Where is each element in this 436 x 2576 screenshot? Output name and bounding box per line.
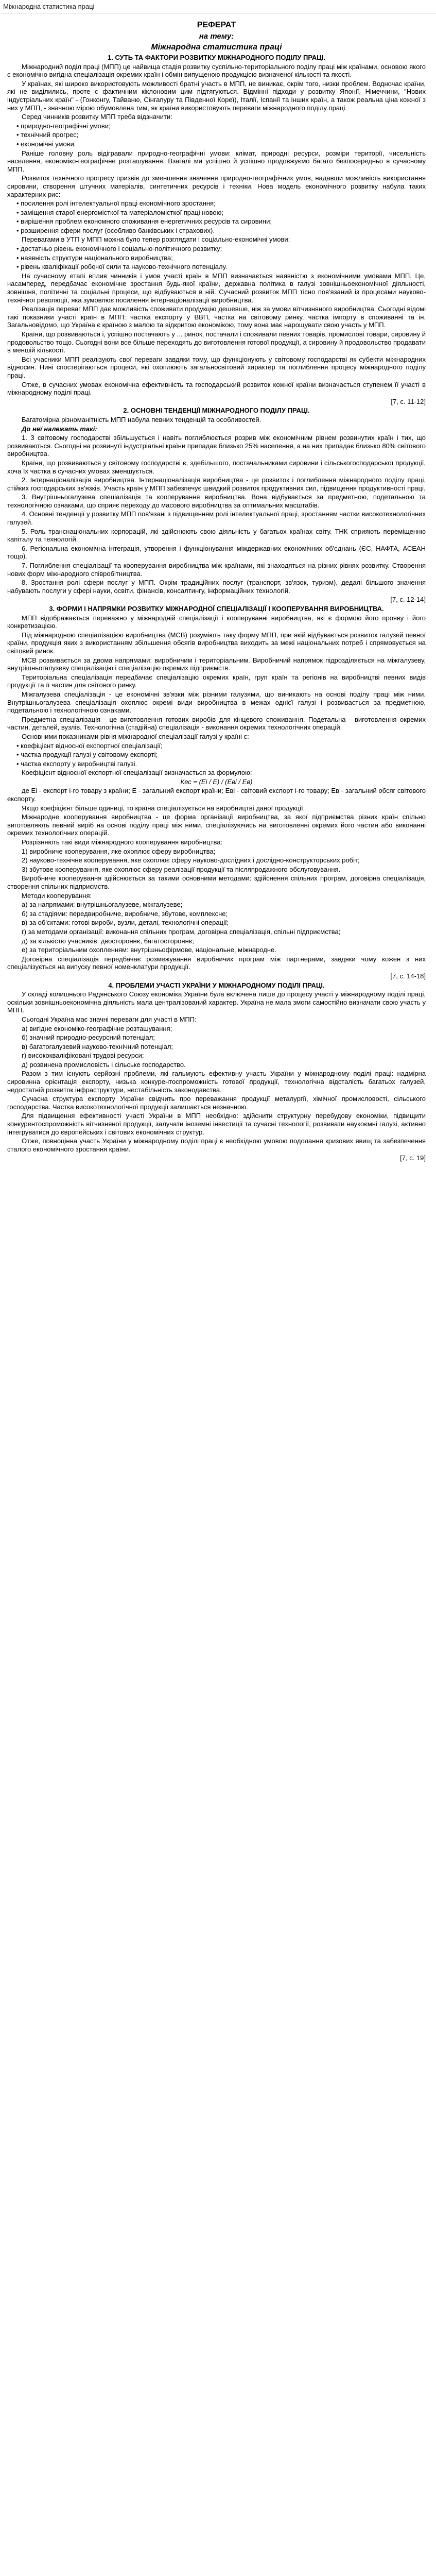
subheading: До неї належать такі: bbox=[22, 425, 97, 433]
list-item: б) значний природно-ресурсний потенціал; bbox=[22, 1033, 155, 1042]
paragraph: Територіальна спеціалізація передбачає спеціалізацію окремих країн, груп країн та регіонів на виробництві певних видів продукції та її частин для світового ринку. bbox=[7, 673, 426, 689]
paragraph: Разом з тим існують серйозні проблеми, які гальмують ефективну участь України у міжнародному поділі праці: надмірна сировинна орієнтація експорту, низька конкурентоспроможність готової продукції, технологічна відсталість багатьох галузей, недостатній розвиток інфраструктури, нестабільність законодавства. bbox=[7, 1070, 426, 1094]
list-item: • економічні умови. bbox=[16, 140, 76, 148]
paragraph: Розвиток технічного прогресу призвів до зменшення значення природно-географічних умов, надавши можливість використання сировини, створення штучних матеріалів, синтетичних ресурсів і техніки. Нова модель економічного розвитку набула таких характерних рис: bbox=[7, 174, 426, 198]
document-body bbox=[7, 20, 426, 1163]
paragraph: Сьогодні Україна має значні переваги для участі в МПП: bbox=[22, 1015, 197, 1023]
list-item: 2) науково-технічне кооперування, яке охоплює сферу науково-дослідних і дослідно-конструкторських робіт; bbox=[22, 856, 360, 865]
list-item: • вирішення проблем економного споживання енергетичних ресурсів та сировини; bbox=[16, 217, 272, 226]
list-item: • коефіцієнт відносної експортної спеціалізації; bbox=[16, 741, 163, 750]
paragraph: Виробниче кооперування здійснюється за такими основними методами: здійснення спільних програм, договірна спеціалізація, створення спільних підприємств. bbox=[7, 874, 426, 890]
doc-title: РЕФЕРАТ bbox=[197, 21, 236, 29]
list-item: • частка експорту у виробництві галузі. bbox=[16, 759, 137, 768]
list-item: 3) збутове кооперування, яке охоплює сферу реалізації продукції та післяпродажного обслуговування. bbox=[22, 865, 341, 873]
list-item: е) за територіальним охопленням: внутрішньофірмове, національне, міжнародне. bbox=[22, 946, 276, 954]
paragraph: Розрізняють такі види міжнародного кооперування виробництва: bbox=[22, 838, 223, 846]
paragraph: Основними показниками рівня міжнародної спеціалізації галузі у країні є: bbox=[22, 732, 249, 740]
paragraph: Міжнародний поділ праці (МПП) це найвища стадія розвитку суспільно-територіального поділу праці між країнами, основою якого є економічно вигідна спеціалізація окремих країн і обмін випущеною продукцією визначеної кількості та якості. bbox=[7, 62, 426, 79]
section-heading: 1. СУТЬ ТА ФАКТОРИ РОЗВИТКУ МІЖНАРОДНОГО ПОДІЛУ ПРАЦІ. bbox=[108, 54, 325, 61]
list-item: • наявність структури національного виробництва; bbox=[16, 253, 173, 262]
paragraph: Реалізація переваг МПП дає можливість споживати продукцію дешевше, ніж за умови вітчизняного виробництва. Сьогодні відомі такі показники участі країн в МПП: частка експорту у ВВП, частка на світовому ринку, частка імпорту в споживанні та ін. Загальновідомо, що Україна є країною з малою та відкритою економікою, тому вона має нарощувати свою участь у МПП. bbox=[7, 305, 426, 329]
paragraph: МСВ розвивається за двома напрямами: виробничим і територіальним. Виробничий напрямок підрозділяється на міжгалузеву, внутрішньогалузеву спеціалізацію і спеціалізацію окремих підприємств. bbox=[7, 656, 426, 672]
paragraph: 6. Регіональна економічна інтеграція, утворення і функціонування міждержавних економічних об'єднань (ЄС, НАФТА, АСЕАН тощо). bbox=[7, 544, 426, 561]
list-item: • технічний прогрес; bbox=[16, 131, 79, 139]
list-item: г) за методами організації: виконання спільних програм, договірна спеціалізація, спільні підприємства; bbox=[22, 927, 341, 936]
list-item: а) вигідне економіко-географічне розташування; bbox=[22, 1024, 172, 1032]
paragraph: Договірна спеціалізація передбачає розмежування виробничих програм між партнерами, завдяки чому кожен з них спеціалізується на випуску певної номенклатури продукції. bbox=[7, 955, 426, 971]
paragraph: Багатомірна різноманітність МПП набула певних тенденцій та особливостей. bbox=[22, 415, 261, 423]
paragraph: Коефіцієнт відносної експортної спеціалізації визначається за формулою: bbox=[22, 769, 252, 777]
reference: [7, с. 14-18] bbox=[390, 972, 426, 980]
paragraph: Предметна спеціалізація - це виготовлення готових виробів для кінцевого споживання. Подетальна - виготовлення окремих частин, деталей, вузлів. Технологічна (стадійна) спеціалізація - виконання окремих технологічних операцій. bbox=[7, 715, 426, 732]
section-heading: 2. ОСНОВНІ ТЕНДЕНЦІЇ МІЖНАРОДНОГО ПОДІЛУ ПРАЦІ. bbox=[123, 406, 310, 415]
paragraph: де Еі - експорт і-го товару з країни; Е - загальний експорт країни; Еві - світовий експорт і-го товару; Ев - загальний обсяг світового експорту. bbox=[7, 787, 426, 803]
list-item: • розширення сфери послуг (особливо банківських і страхових). bbox=[16, 226, 215, 234]
document-title: Міжнародна статистика праці bbox=[3, 3, 95, 10]
paragraph: 4. Основні тенденції у розвитку МПП пов'язані з підвищенням ролі інтелектуальної праці, зростанням частки високотехнологічних галузей. bbox=[7, 510, 426, 527]
paragraph: 2. Інтернаціоналізація виробництва. Інтернаціоналізація виробництва - це розвиток і поглиблення міжнародного поділу праці, стійких господарських зв'язків. Участь країн у МПП забезпечує швидкий розвиток продуктивних сил, підвищення продуктивності праці. bbox=[7, 476, 426, 492]
list-item: г) висококваліфіковані трудові ресурси; bbox=[22, 1052, 144, 1060]
reference: [7, с. 19] bbox=[400, 1154, 426, 1162]
paragraph: 5. Роль транснаціональних корпорацій, які здійснюють свою діяльність у багатьох країнах світу. ТНК сприяють переміщенню капіталу та технологій. bbox=[7, 527, 426, 544]
paragraph: Міжнародне кооперування виробництва - це форма організації виробництва, за якої підприємства різних країн спільно виготовляють певний виріб на основі поділу праці між ними, спеціалізуючись на виготовленні окремих його частин або виконанні окремих технологічних операцій. bbox=[7, 813, 426, 837]
section-heading: 4. ПРОБЛЕМИ УЧАСТІ УКРАЇНИ У МІЖНАРОДНОМУ ПОДІЛІ ПРАЦІ. bbox=[108, 981, 325, 989]
paragraph: 1. З світовому господарстві збільшується і навіть поглиблюється розрив між економічним рівнем розвинутих країн і тих, що розвиваються. Сьогодні на розвинуті індустріальні країни припадає близько 25% населення, а на них припадає близько 80% світового виробництва. bbox=[7, 434, 426, 458]
topic-label: на тему: bbox=[199, 32, 234, 41]
paragraph: Отже, повноцінна участь України у міжнародному поділі праці є необхідною умовою подолання кризових явищ та забезпечення сталого економічного зростання країни. bbox=[7, 1137, 426, 1153]
paragraph: 8. Зростання ролі сфери послуг у МПП. Окрім традиційних послуг (транспорт, зв'язок, туризм), дедалі більшого значення набувають послуги у сфері науки, освіти, фінансів, консалтингу, інформаційних технологій. bbox=[7, 579, 426, 595]
paragraph: Отже, в сучасних умовах економічна ефективність та господарський розвиток кожної країни визначається ступенем її участі в міжнародному поділі праці. bbox=[7, 380, 426, 397]
paragraph: Раніше головну роль відігравали природно-географічні умови: клімат, природні ресурси, розміри території, чисельність населення, економіко-географічне розташування. Взагалі ми успішно й успішно продовжуємо багато безпосередньо в сучасному МПП. bbox=[7, 149, 426, 173]
reference: [7, с. 11-12] bbox=[391, 397, 426, 405]
list-item: в) багатогалузевий науково-технічний потенціал; bbox=[22, 1042, 173, 1050]
topic: Міжнародна статистика праці bbox=[151, 43, 282, 52]
paragraph: Сучасна структура експорту України свідчить про переважання продукції металургії, хімічної промисловості, сільського господарства. Частка високотехнологічної продукції залишається незначною. bbox=[7, 1095, 426, 1111]
list-item: • рівень кваліфікації робочої сили та науково-технічного потенціалу. bbox=[16, 263, 228, 271]
paragraph: МПП відображається переважно у міжнародній спеціалізації і кооперуванні виробництва, які є формою його прояву і його конкретизацією. bbox=[7, 614, 426, 630]
paragraph: У країнах, які широко використовують можливості братні участь в МПП, не виникає, окрім того, низки проблем. Водночас країни, які не виділились, проте є фактичним кіклоновим цим підтягуються. Відмінні підходи у розвитку Японії, Німеччини, "Нових індустріальних країн" - (Гонконгу, Тайваню, Сінгапуру та Південної Кореї), Італії, Іспанії та інших країн, а також реальна ціна кожної з них у МПП, - значною мірою обумовлена тим, як країни використовують переваги міжнародного поділу праці. bbox=[7, 79, 426, 112]
section-heading: 3. ФОРМИ І НАПРЯМКИ РОЗВИТКУ МІЖНАРОДНОЇ СПЕЦІАЛІЗАЦІЇ І КООПЕРУВАННЯ ВИРОБНИЦТВА. bbox=[49, 605, 384, 613]
paragraph: Під міжнародною спеціалізацією виробництва (МСВ) розуміють таку форму МПП, при якій відбувається розвиток галузей певної країни, продукція яких з використанням збільшення обсягів виробництва виходить за межі національних потреб і спрямовується на світовий ринок. bbox=[7, 631, 426, 655]
paragraph: На сучасному етапі вплив чинників і умов участі країн в МПП визначається наявністю з економічними умовами МПП. Це, насамперед, передбачає економічне зростання будь-якої країни, державна політика в галузі зовнішньоекономічної діяльності, зовнішня, політичні та соціальні процеси, що відбуваються в ній. Сучасний розвиток МПП тісно пов'язаний із процесами науково-технічної революції, яка зумовлює посилення інтернаціоналізації виробництва. bbox=[7, 272, 426, 304]
list-item: в) за об'єктами: готові вироби, вузли, деталі, технологічні операції; bbox=[22, 919, 229, 927]
paragraph: Міжгалузева спеціалізація - це економічні зв'язки між різними галузями, що виникають на основі поділу праці між ними. Внутрішньогалузева спеціалізація охоплює окремі види виробництва в межах однієї галузі і розвивається за предметною, подетальною і технологічною ознаками. bbox=[7, 690, 426, 715]
paragraph: Якщо коефіцієнт більше одиниці, то країна спеціалізується на виробництві даної продукції. bbox=[22, 804, 305, 812]
list-item: • природно-географічні умови; bbox=[16, 122, 111, 130]
list-item: д) за кількістю учасників: двостороннє, багатостороннє; bbox=[22, 937, 195, 945]
paragraph: Країни, що розвиваються і, успішно постачають у ... ринок, постачали і споживали певних товарів, промислові товари, сировину й продовольство тощо. Сьогодні вони все більше переходять до виготовлення готової продукції, а сировину й продовольство продавати в меншій кількості. bbox=[7, 330, 426, 354]
list-item: а) за напрямами: внутрішньогалузеве, міжгалузеве; bbox=[22, 901, 183, 909]
paragraph: 7. Поглиблення спеціалізації та кооперування виробництва між країнами, які знаходяться на різних рівнях розвитку. Створення нових форм міжнародного співробітництва. bbox=[7, 562, 426, 578]
paragraph: 3. Внутрішньогалузева спеціалізація та кооперування виробництва. Вона відбувається за предметною, подетальною та технологічною ознаками, що сприяє переходу до масового виробництва за оптимальних масштабів. bbox=[7, 493, 426, 509]
list-item: • заміщення старої енергомісткої та матеріаломісткої праці новою; bbox=[16, 208, 223, 216]
paragraph: Методи кооперування: bbox=[22, 891, 92, 900]
paragraph: Серед чинників розвитку МПП треба відзначити: bbox=[22, 113, 172, 121]
paragraph: Перевагами в УТП у МПП можна було тепер розглядати і соціально-економічні умови: bbox=[22, 235, 290, 244]
formula: Кес = (Еі / Е) / (Еві / Ев) bbox=[180, 777, 253, 786]
paragraph: Всі учасники МПП реалізують свої переваги завдяки тому, що функціонують у світовому господарстві як субекти міжнародних відносин. Нині спостерігаються процеси, які охоплюють загальносвітовий характер та поглиблення процесу міжнародного поділу праці. bbox=[7, 355, 426, 379]
paragraph: Країни, що розвиваються у світовому господарстві є, здебільшого, постачальниками сировини і сільськогосподарської продукції, хоча їх частка в сучасних умовах зменшується. bbox=[7, 459, 426, 475]
list-item: б) за стадіями: передвиробниче, виробниче, збутове, комплексне; bbox=[22, 909, 228, 918]
reference: [7, с. 12-14] bbox=[390, 596, 426, 604]
paragraph: Для підвищення ефективності участі України в МПП необхідно: здійснити структурну перебудову економіки, підвищити конкурентоспроможність вітчизняної продукції, залучати іноземні інвестиції та сучасні технології, розвивати наукоємні галузі, активно інтегруватися до європейських і світових економічних структур. bbox=[7, 1112, 426, 1136]
list-item: • частка продукції галузі у світовому експорті; bbox=[16, 751, 158, 759]
list-item: д) розвинена промисловість і сільське господарство. bbox=[22, 1060, 186, 1069]
list-item: 1) виробниче кооперування, яке охоплює сферу виробництва; bbox=[22, 847, 216, 855]
list-item: • достатньо рівень економічного і соціально-політичного розвитку; bbox=[16, 245, 222, 253]
window-title-bar bbox=[0, 0, 436, 13]
list-item: • посилення ролі інтелектуальної праці економічного зростання; bbox=[16, 199, 216, 208]
paragraph: У складі колишнього Радянського Союзу економіка України була включена лише до процесу участі у міжнародному поділі праці, оскільки зовнішньоекономічна діяльність мала централізований характер. Україна не мала змоги самостійно визначати свою участь у МПП. bbox=[7, 990, 426, 1014]
